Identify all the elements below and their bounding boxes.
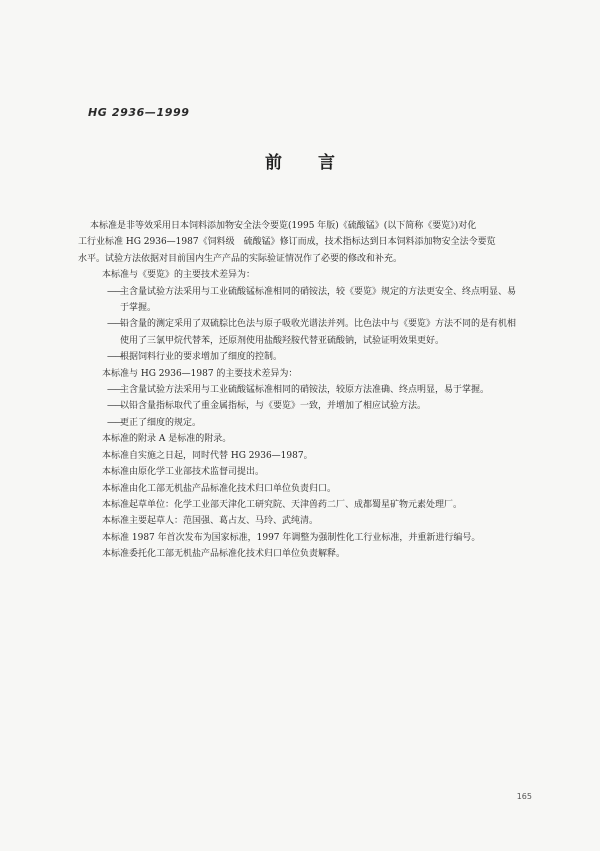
section1-item bbox=[102, 316, 520, 349]
closing-line: 本标准 1987 年首次发布为国家标准，1997 年调整为强制性化工行业标准，并重新进行编号。 bbox=[102, 532, 481, 543]
item-text: 主含量试验方法采用与工业硫酸锰标准相同的硝铵法，较原方法准确、终点明显，易于掌握。 bbox=[120, 385, 490, 396]
item-dash: —— bbox=[107, 417, 123, 428]
intro-line: 本标准是非等效采用日本饲料添加物安全法令要览(1995 年版)《硫酸锰》(以下简称《要览》)对化 bbox=[90, 221, 477, 231]
item-text: 主含量试验方法采用与工业硫酸锰标准相同的硝铵法，较《要览》规定的方法更安全、终点明显、易于掌握。 bbox=[120, 286, 517, 314]
foreword-body bbox=[78, 218, 520, 563]
closing-line: 本标准委托化工部无机盐产品标准化技术归口单位负责解释。 bbox=[102, 549, 346, 560]
section1-item bbox=[102, 349, 520, 365]
item-dash: —— bbox=[107, 385, 123, 396]
closing-line: 本标准由化工部无机盐产品标准化技术归口单位负责归口。 bbox=[102, 483, 337, 494]
item-dash: —— bbox=[107, 401, 123, 412]
item-text: 更正了细度的规定。 bbox=[120, 417, 202, 428]
intro-line: 工行业标准 HG 2936—1987《饲料级 硫酸锰》修订而成，技术指标达到日本饲料添加物安全法令要览 bbox=[78, 237, 496, 248]
item-dash: —— bbox=[107, 319, 123, 330]
closing-line: 本标准由原化学工业部技术监督司提出。 bbox=[102, 467, 265, 478]
closing-line: 本标准起草单位：化学工业部天津化工研究院、天津兽药二厂、成都蜀星矿物元素处理厂。 bbox=[102, 499, 463, 510]
page-title: 前言 bbox=[265, 153, 371, 173]
closing-line: 本标准主要起草人：范国强、葛占友、马玲、武纯清。 bbox=[102, 516, 319, 527]
section2-item bbox=[102, 415, 520, 431]
closing-line: 本标准自实施之日起，同时代替 HG 2936—1987。 bbox=[102, 450, 313, 461]
section1-heading: 本标准与《要览》的主要技术差异为： bbox=[102, 270, 256, 281]
document-code: HG 2936—1999 bbox=[88, 106, 190, 119]
item-text: 铅含量的测定采用了双硫腙比色法与原子吸收光谱法并列。比色法中与《要览》方法不同的是有机相使用了三氯甲烷代替苯，还原剂使用盐酸羟胺代替亚硫酸钠，试验证明效果更好。 bbox=[120, 319, 517, 346]
page-number: 165 bbox=[516, 792, 532, 801]
item-text: 以铅含量指标取代了重金属指标，与《要览》一致，并增加了相应试验方法。 bbox=[120, 401, 427, 412]
closing-line: 本标准的附录 A 是标准的附录。 bbox=[102, 434, 232, 445]
item-dash: —— bbox=[107, 286, 123, 297]
section2-heading: 本标准与 HG 2936—1987 的主要技术差异为： bbox=[102, 368, 298, 379]
item-dash: —— bbox=[107, 352, 123, 363]
intro-line: 水平。试验方法依据对目前国内生产产品的实际验证情况作了必要的修改和补充。 bbox=[78, 253, 403, 264]
section2-item bbox=[102, 382, 520, 398]
item-text: 根据饲料行业的要求增加了细度的控制。 bbox=[120, 352, 283, 363]
section2-item bbox=[102, 398, 520, 414]
section1-item bbox=[102, 284, 520, 317]
